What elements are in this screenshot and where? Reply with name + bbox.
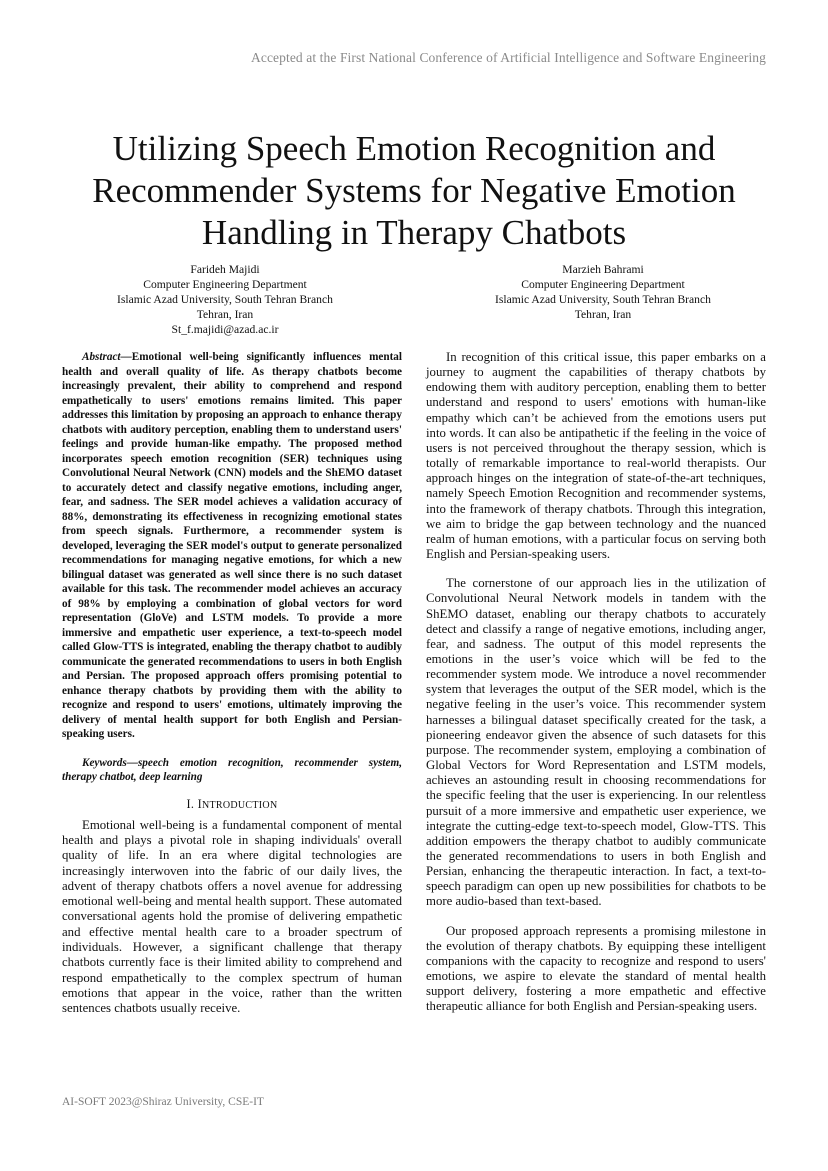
author-block-2 — [438, 262, 768, 322]
author-location: Tehran, Iran — [196, 308, 254, 321]
intro-paragraph-3: The cornerstone of our approach lies in the utilization of Convolutional Neural Network models in tandem with the ShEMO dataset, enabling our therapy chatbots to accurately detect and classify a range of negative emotions, including anger, fear, and sadness. The output of this model represents the emotions in the user’s voice which will be fed to the recommender system mode. We introduce a novel recommender system that leverages the output of the SER model, which is the negative feeling in the user’s voice. This recommender system harnesses a bilingual dataset specifically created for the task, a pioneering endeavor given the absence of such datasets for this purpose. The recommender system, employing a combination of Global Vectors for Word Representation and LSTM models, achieves an astounding result in choosing recommendations for the specific feeling that the user is experiencing. In our relentless pursuit of a more immersive and empathetic user experience, we integrate the cutting-edge text-to-speech model, Glow-TTS. This addition empowers the therapy chatbot to audibly communicate the generated recommendations to users in both English and Persian, enhancing the therapeutic interaction. In fact, a text-to-speech paradigm can open up new possibilities for chatbots to be more audio-based than text-based. — [426, 576, 766, 909]
intro-paragraph-4: Our proposed approach represents a promising milestone in the evolution of therapy chatbots. By equipping these intelligent companions with the capacity to recognize and respond to users' emotions, we aspire to elevate the standard of mental health support delivery, fostering a more empathetic and effective therapeutic alliance for both English and Persian-speaking users. — [426, 923, 766, 1014]
left-column — [62, 350, 402, 1017]
author-location: Tehran, Iran — [574, 308, 632, 321]
author-department: Computer Engineering Department — [143, 278, 307, 291]
intro-paragraph-1: Emotional well-being is a fundamental component of mental health and plays a pivotal role in shaping individuals' overall quality of life. In an era where digital technologies are increasingly interwoven into the fabric of our daily lives, the advent of therapy chatbots offers a novel avenue for addressing emotional well-being and mental health support. These automated conversational agents hold the promise of delivering empathetic and effective mental health care to a broader spectrum of individuals. However, a significant challenge that therapy chatbots currently face is their limited ability to comprehend and respond empathetically to the complex spectrum of human emotions that appear in the voice, rather than the written sentences chatbots usually receive. — [62, 817, 402, 1016]
abstract-text: —Emotional well-being significantly influences mental health and overall quality of life. As therapy chatbots become increasingly prevalent, their ability to comprehend and respond empathetically to users' emotions remains limited. This paper addresses this limitation by proposing an approach to enhance therapy chatbots with auditory perception, enabling them to understand users' feelings and provide human-like empathy. The proposed method incorporates speech emotion recognition (SER) techniques using Convolutional Neural Network (CNN) models and the ShEMO dataset to accurately detect and classify negative emotions, including anger, fear, and sadness. The SER model achieves a validation accuracy of 88%, demonstrating its effectiveness in recognizing emotional states from speech signals. Furthermore, a recommender system is developed, leveraging the SER model's output to generate personalized recommendations for managing negative emotions, for which a new bilingual dataset was generated as well since there is no such dataset available for this task. The recommender model achieves an accuracy of 98% by employing a combination of global vectors for word representation (GloVe) and LSTM models. To provide a more immersive and empathetic user experience, a text-to-speech model called Glow-TTS is integrated, enabling the therapy chatbot to audibly communicate the generated recommendations to users in both English and Persian. The proposed approach offers promising potential to enhance therapy chatbots by providing them with the ability to recognize and respond to users' emotions, ultimately improving the delivery of mental health support for both English and Persian-speaking users. — [62, 351, 402, 740]
running-head: Accepted at the First National Conference of Artificial Intelligence and Software Engineering — [251, 50, 766, 65]
right-column — [426, 350, 766, 1015]
intro-paragraph-2: In recognition of this critical issue, this paper embarks on a journey to augment the capabilities of therapy chatbots by endowing them with auditory perception, enabling them to better understand and respond to users' emotions with human-like empathy which can’t be achieved from the emotions users put into words. It can also be antipathetic if the feeling in the voice of users is not perceived throughout the therapy session, which is totally of remarkable importance to real-world therapists. Our approach hinges on the integration of state-of-the-art techniques, namely Speech Emotion Recognition and recommender systems, into the framework of therapy chatbots. Through this integration, we aim to bridge the gap between technology and the nuanced realm of human emotions, with a particular focus on serving both English and Persian-speaking users. — [426, 350, 766, 562]
author-email: St_f.majidi@azad.ac.ir — [171, 323, 279, 336]
author-name: Farideh Majidi — [190, 263, 260, 276]
author-block-1 — [60, 262, 390, 337]
section-title-initial: I — [197, 796, 202, 811]
abstract — [62, 350, 402, 742]
author-name: Marzieh Bahrami — [562, 263, 644, 276]
section-title-rest: NTRODUCTION — [201, 799, 278, 811]
author-affiliation: Islamic Azad University, South Tehran Branch — [495, 293, 711, 306]
abstract-label: Abstract — [82, 351, 121, 363]
keywords-text: —speech emotion recognition, recommender system, therapy chatbot, deep learning — [62, 756, 402, 783]
keywords — [62, 756, 402, 785]
paper-title: Utilizing Speech Emotion Recognition and Recommender Systems for Negative Emotion Handling in Therapy Chatbots — [92, 129, 736, 252]
section-number: I. — [186, 796, 195, 811]
page-footer: AI-SOFT 2023@Shiraz University, CSE-IT — [62, 1096, 264, 1108]
section-heading-introduction — [62, 797, 402, 813]
author-affiliation: Islamic Azad University, South Tehran Branch — [117, 293, 333, 306]
keywords-label: Keywords — [82, 756, 127, 769]
author-department: Computer Engineering Department — [521, 278, 685, 291]
